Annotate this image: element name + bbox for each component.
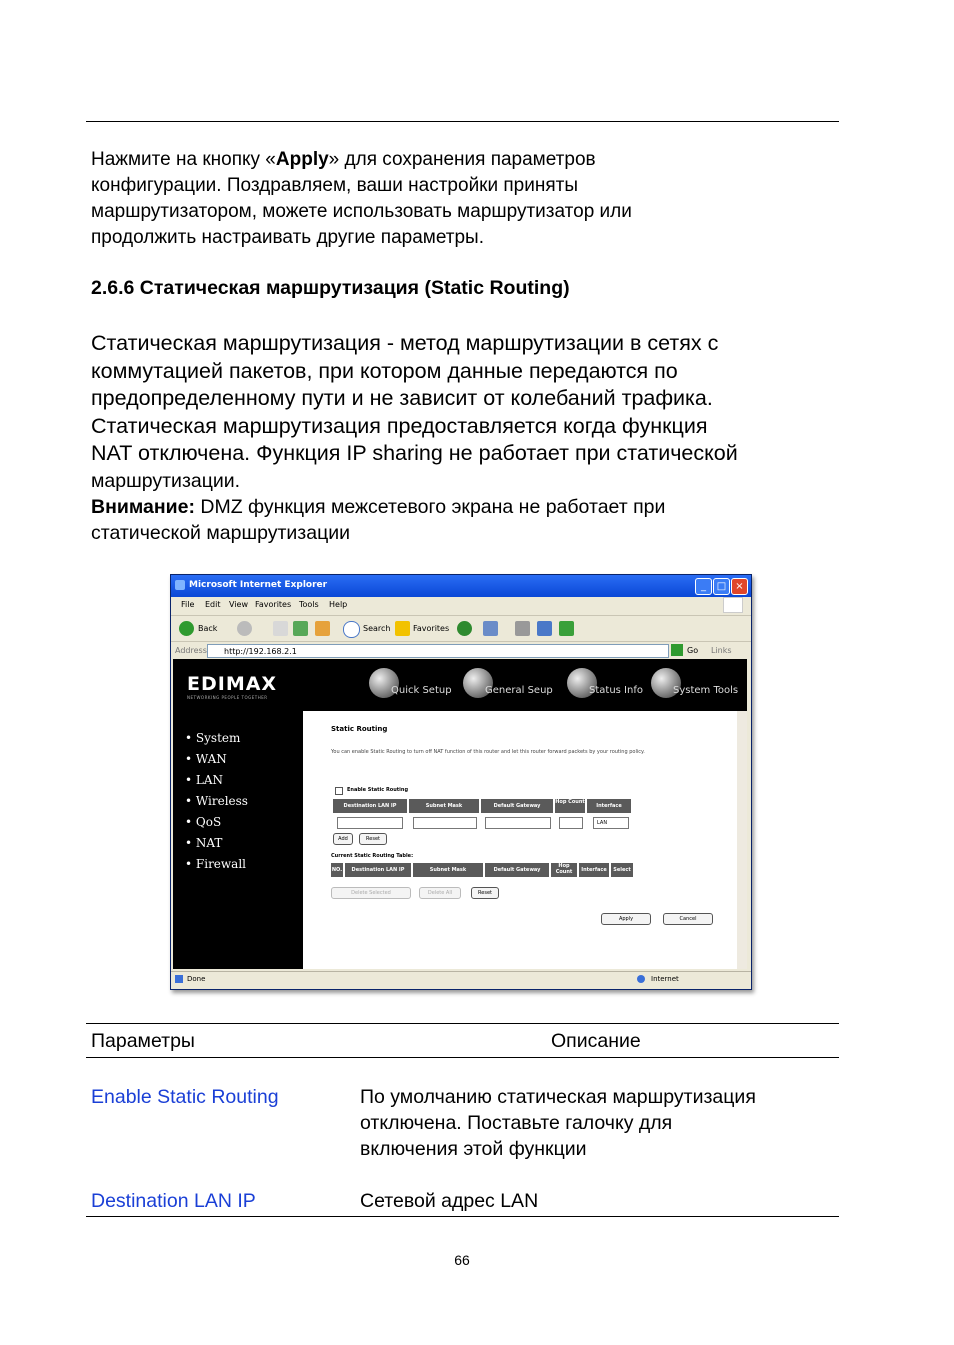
- sidebar-label: NAT: [195, 836, 223, 850]
- delete-selected-button[interactable]: Delete Selected: [331, 887, 411, 899]
- table-top-rule: [86, 1023, 839, 1024]
- mail-icon[interactable]: [483, 621, 498, 636]
- maximize-icon[interactable]: □: [713, 578, 730, 595]
- current-table-title: Current Static Routing Table:: [331, 853, 414, 859]
- intro-line-1: [91, 147, 831, 173]
- sidebar-label: WAN: [195, 752, 227, 766]
- intro-paragraph: [91, 147, 831, 251]
- sidebar-label: System: [195, 731, 241, 745]
- menu-view[interactable]: View: [229, 600, 248, 609]
- panel-description: You can enable Static Routing to turn off NAT function of this router and let this router forward packets by your routing policy.: [331, 749, 645, 755]
- desc-line-2: коммутацией пакетов, при котором данные передаются по: [91, 358, 678, 383]
- intro-text-before: Нажмите на кнопку «: [91, 149, 276, 170]
- address-value: http://192.168.2.1: [224, 647, 297, 656]
- history-icon[interactable]: [457, 621, 472, 636]
- th-subnet: Subnet Mask: [409, 799, 479, 813]
- address-bar: [171, 641, 751, 660]
- apply-keyword: Apply: [275, 149, 329, 170]
- search-label[interactable]: Search: [363, 624, 391, 633]
- static-routing-description: [91, 330, 831, 546]
- close-icon[interactable]: ×: [731, 578, 748, 595]
- window-titlebar: [171, 575, 751, 597]
- windows-logo-icon: [723, 597, 743, 613]
- router-banner: [173, 659, 747, 711]
- apply-button[interactable]: Apply: [601, 913, 651, 925]
- home-icon[interactable]: [315, 621, 330, 636]
- address-label: Address: [175, 646, 207, 655]
- warning-line-2: статической маршрутизации: [91, 521, 351, 544]
- desc-line-5: NAT отключена. Функция IP sharing не работает при статической: [91, 441, 738, 465]
- param-enable-description: [360, 1084, 756, 1162]
- reset-button[interactable]: Reset: [359, 833, 387, 845]
- go-icon[interactable]: [671, 644, 683, 656]
- th-gateway: Default Gateway: [481, 799, 553, 813]
- nav-label: Quick Setup: [391, 685, 452, 696]
- edimax-logo: EDIMAX: [187, 673, 278, 695]
- warning-text: DMZ функция межсетевого экрана не работает при: [194, 495, 666, 518]
- hop-count-input[interactable]: [559, 817, 583, 829]
- destination-ip-input[interactable]: [337, 817, 403, 829]
- header-description: Описание: [551, 1030, 641, 1052]
- window-title: Microsoft Internet Explorer: [189, 580, 328, 590]
- desc-line-3: предопределенному пути и не зависит от колебаний трафика.: [91, 386, 713, 410]
- reset-table-button[interactable]: Reset: [471, 887, 499, 899]
- param-destination-description: Сетевой адрес LAN: [360, 1190, 539, 1212]
- desc-line: отключена. Поставьте галочку для: [360, 1112, 673, 1134]
- ie-icon: [175, 580, 185, 590]
- address-input[interactable]: [207, 644, 669, 658]
- sidebar-label: LAN: [195, 773, 224, 787]
- th2-destination: Destination LAN IP: [345, 863, 411, 877]
- th-destination: Destination LAN IP: [333, 799, 407, 813]
- logo-tagline: NETWORKING PEOPLE TOGETHER: [187, 695, 268, 700]
- back-icon[interactable]: [179, 621, 194, 636]
- intro-line-4: продолжить настраивать другие параметры.: [91, 227, 484, 248]
- toolbar: [171, 615, 751, 642]
- internet-zone-icon: [637, 975, 645, 983]
- intro-line-2: конфигурации. Поздравляем, ваши настройки приняты: [91, 175, 578, 196]
- print-icon[interactable]: [515, 621, 530, 636]
- nav-label: System Tools: [673, 685, 739, 696]
- status-internet: Internet: [651, 975, 679, 983]
- nav-system-tools[interactable]: [651, 665, 752, 705]
- edit-icon[interactable]: [537, 621, 552, 636]
- sidebar-label: Firewall: [195, 857, 247, 871]
- intro-text-after: » для сохранения параметров: [328, 149, 596, 170]
- interface-select[interactable]: [593, 817, 629, 829]
- links-button[interactable]: Links: [711, 646, 732, 655]
- status-bar: [171, 971, 751, 988]
- sidebar-label: Wireless: [195, 794, 248, 808]
- nav-label: General Seup: [485, 685, 553, 696]
- th2-no: NO.: [331, 863, 343, 877]
- cancel-button[interactable]: Cancel: [663, 913, 713, 925]
- favorites-icon[interactable]: [395, 621, 410, 636]
- sidebar-item-wan[interactable]: • WAN: [185, 752, 227, 766]
- desc-line-6: маршрутизации.: [91, 469, 241, 492]
- menu-help[interactable]: Help: [329, 600, 348, 609]
- forward-icon[interactable]: [237, 621, 252, 636]
- sidebar-item-firewall[interactable]: • Firewall: [185, 857, 247, 871]
- menu-file[interactable]: File: [181, 600, 195, 609]
- table-header-rule: [86, 1057, 839, 1058]
- sidebar-item-lan[interactable]: • LAN: [185, 773, 224, 787]
- desc-line-1: Статическая маршрутизация - метод маршрутизации в сетях с: [91, 331, 719, 355]
- th2-subnet: Subnet Mask: [413, 863, 483, 877]
- th2-gateway: Default Gateway: [485, 863, 549, 877]
- router-sidebar: [173, 711, 303, 969]
- intro-line-3: маршрутизатором, можете использовать маршрутизатор или: [91, 201, 632, 222]
- desc-line: включения этой функции: [360, 1138, 587, 1160]
- th2-hop: Hop Count: [551, 863, 577, 877]
- sidebar-item-nat[interactable]: • NAT: [185, 836, 223, 850]
- static-routing-panel: [303, 711, 737, 969]
- nav-label: Status Info: [589, 685, 643, 696]
- param-enable-static-routing: Enable Static Routing: [91, 1086, 279, 1108]
- search-icon[interactable]: [343, 621, 360, 638]
- sidebar-item-wireless[interactable]: • Wireless: [185, 794, 248, 808]
- section-heading: 2.6.6 Статическая маршрутизация (Static Routing): [91, 277, 570, 299]
- gateway-input[interactable]: [485, 817, 551, 829]
- vertical-scrollbar[interactable]: [737, 711, 747, 969]
- th2-select: Select: [611, 863, 633, 877]
- browser-screenshot: [170, 574, 752, 990]
- interface-value: LAN: [597, 820, 608, 826]
- enable-static-routing-checkbox[interactable]: [335, 787, 343, 795]
- stop-icon[interactable]: [273, 621, 288, 636]
- subnet-mask-input[interactable]: [413, 817, 477, 829]
- sidebar-label: QoS: [195, 815, 222, 829]
- table-bottom-rule: [86, 1216, 839, 1217]
- menu-tools[interactable]: Tools: [299, 600, 319, 609]
- header-parameters: Параметры: [91, 1030, 195, 1052]
- warning-label: Внимание:: [91, 495, 195, 518]
- page-number: 66: [454, 1252, 470, 1268]
- param-destination-lan-ip: Destination LAN IP: [91, 1190, 256, 1212]
- th-hop: Hop Count: [555, 799, 585, 813]
- status-done: Done: [187, 975, 206, 983]
- menu-bar: [171, 597, 751, 613]
- favorites-label[interactable]: Favorites: [413, 624, 450, 633]
- desc-line-4: Статическая маршрутизация предоставляется когда функция: [91, 413, 708, 438]
- delete-all-button[interactable]: Delete All: [419, 887, 461, 899]
- sidebar-item-qos[interactable]: • QoS: [185, 815, 222, 829]
- top-rule: [86, 121, 839, 122]
- panel-title: Static Routing: [331, 725, 388, 733]
- add-button[interactable]: Add: [333, 833, 353, 845]
- th-interface: Interface: [587, 799, 631, 813]
- page-icon: [175, 975, 183, 983]
- desc-line: По умолчанию статическая маршрутизация: [360, 1086, 756, 1108]
- menu-favorites[interactable]: Favorites: [255, 600, 292, 609]
- refresh-icon[interactable]: [293, 621, 308, 636]
- menu-edit[interactable]: Edit: [205, 600, 221, 609]
- enable-label: Enable Static Routing: [347, 787, 409, 793]
- th2-interface: Interface: [579, 863, 609, 877]
- go-button[interactable]: Go: [687, 646, 699, 655]
- sidebar-item-system[interactable]: • System: [185, 731, 241, 745]
- messenger-icon[interactable]: [559, 621, 574, 636]
- minimize-icon[interactable]: _: [695, 578, 712, 595]
- back-label[interactable]: Back: [198, 624, 218, 633]
- browser-viewport: [173, 659, 747, 969]
- warning-line-1: [91, 494, 831, 520]
